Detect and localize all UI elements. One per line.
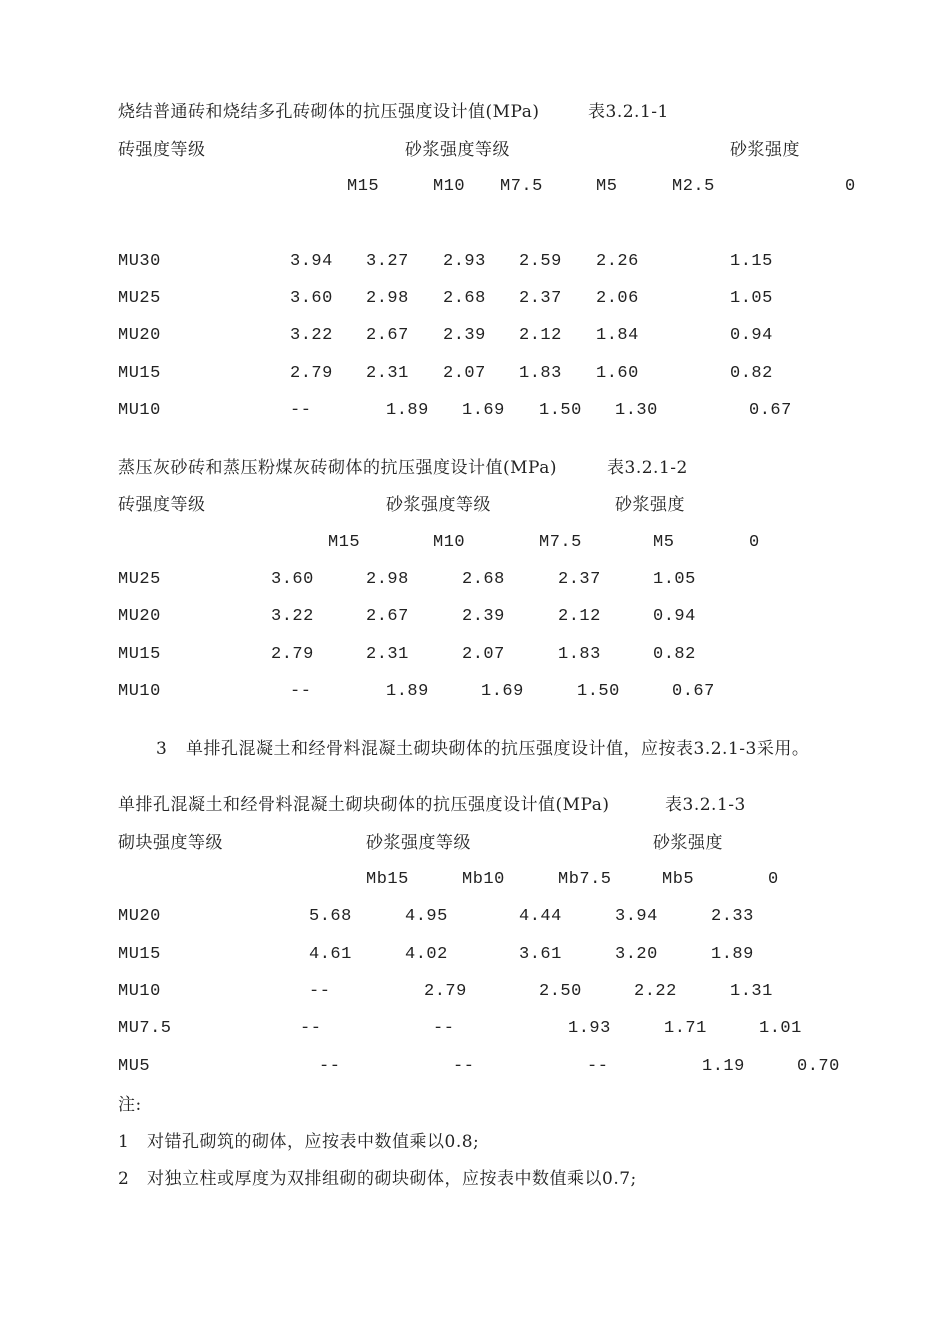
paragraph-number: 3 [156,739,168,759]
note-number: 2 [118,1169,130,1189]
table3-cell: 4.02 [405,945,448,964]
table2-mortar-grade: M15 [328,533,361,552]
table1-row-grade: MU10 [118,401,161,420]
table3-row-grade: MU20 [118,907,161,926]
table3-cell: -- [587,1057,609,1076]
table2-cell: 1.05 [653,570,696,589]
table1-number: 表3.2.1-1 [588,102,669,122]
table3-cell: -- [300,1019,322,1038]
table2-mortar-grade: M10 [433,533,466,552]
table2-cell: 0.82 [653,645,696,664]
table1-row-grade: MU30 [118,252,161,271]
table3-cell: 1.93 [568,1019,611,1038]
table2-cell: 2.68 [462,570,505,589]
note-number: 1 [118,1132,130,1152]
table1-cell: 2.67 [366,326,409,345]
table2-cell: 2.07 [462,645,505,664]
table3-cell: 1.01 [759,1019,802,1038]
table2-cell: 1.50 [577,682,620,701]
table3-cell: 0.70 [797,1057,840,1076]
table1-cell: 2.39 [443,326,486,345]
table2-cell: 0.94 [653,607,696,626]
table1-row-grade: MU25 [118,289,161,308]
table2-cell: 2.79 [271,645,314,664]
table1-cell: 1.69 [462,401,505,420]
table3-mortar-grade: Mb5 [662,870,695,889]
table2-cell: 1.83 [558,645,601,664]
table3-row-grade: MU10 [118,982,161,1001]
table1-cell: 2.31 [366,364,409,383]
table1-cell: 2.59 [519,252,562,271]
table2-row-grade: MU10 [118,682,161,701]
note-text: 对错孔砌筑的砌体，应按表中数值乘以0.8; [147,1132,480,1152]
table1-mortar-grade: M2.5 [672,177,715,196]
table1-cell: 3.94 [290,252,333,271]
table1-cell: 2.06 [596,289,639,308]
table3-row-grade: MU7.5 [118,1019,172,1038]
table2-cell: 1.89 [386,682,429,701]
table2-title: 蒸压灰砂砖和蒸压粉煤灰砖砌体的抗压强度设计值(MPa) [118,458,557,478]
table1-cell: -- [290,401,312,420]
table2-cell: 1.69 [481,682,524,701]
table2-mortar-grade: M7.5 [539,533,582,552]
table3-number: 表3.2.1-3 [665,795,746,815]
table3-cell: 3.94 [615,907,658,926]
table1-cell: 0.67 [749,401,792,420]
table2-row-grade: MU20 [118,607,161,626]
table1-cell: 2.93 [443,252,486,271]
table1-cell: 2.98 [366,289,409,308]
table1-row-grade: MU20 [118,326,161,345]
table3-cell: -- [319,1057,341,1076]
table3-cell: 2.33 [711,907,754,926]
table3-title: 单排孔混凝土和经骨料混凝土砌块砌体的抗压强度设计值(MPa) [118,795,610,815]
table2-header-brick: 砖强度等级 [118,495,206,515]
table1-cell: 1.89 [386,401,429,420]
table1-mortar-grade: M10 [433,177,466,196]
note-text: 对独立柱或厚度为双排组砌的砌块砌体，应按表中数值乘以0.7; [147,1169,637,1189]
table1-cell: 3.22 [290,326,333,345]
table3-cell: 5.68 [309,907,352,926]
table3-cell: 2.79 [424,982,467,1001]
table3-mortar-grade: Mb7.5 [558,870,612,889]
table1-header-brick: 砖强度等级 [118,140,206,160]
table3-cell: -- [453,1057,475,1076]
table2-cell: -- [290,682,312,701]
table2-header-mortar-strength: 砂浆强度 [615,495,685,515]
table1-mortar-grade: M5 [596,177,618,196]
table2-cell: 2.39 [462,607,505,626]
table1-cell: 2.68 [443,289,486,308]
table2-cell: 3.22 [271,607,314,626]
table3-cell: 4.44 [519,907,562,926]
table2-cell: 0.67 [672,682,715,701]
table1-cell: 1.05 [730,289,773,308]
table2-cell: 2.98 [366,570,409,589]
table3-cell: 1.71 [664,1019,707,1038]
table1-cell: 2.07 [443,364,486,383]
table3-row-grade: MU15 [118,945,161,964]
table1-cell: 2.12 [519,326,562,345]
table1-cell: 2.26 [596,252,639,271]
table3-header-mortar-strength: 砂浆强度 [653,833,723,853]
table3-cell: 2.50 [539,982,582,1001]
table2-number: 表3.2.1-2 [607,458,688,478]
table1-cell: 3.60 [290,289,333,308]
table2-row-grade: MU25 [118,570,161,589]
table2-cell: 3.60 [271,570,314,589]
table3-cell: 1.31 [730,982,773,1001]
table3-cell: -- [309,982,331,1001]
table2-row-grade: MU15 [118,645,161,664]
table3-cell: -- [433,1019,455,1038]
table1-cell: 1.30 [615,401,658,420]
table1-title: 烧结普通砖和烧结多孔砖砌体的抗压强度设计值(MPa) [118,102,540,122]
table1-cell: 0.94 [730,326,773,345]
table3-cell: 4.95 [405,907,448,926]
table3-cell: 3.61 [519,945,562,964]
table1-cell: 1.15 [730,252,773,271]
table2-cell: 2.12 [558,607,601,626]
table1-header-mortar-grade: 砂浆强度等级 [405,140,510,160]
table1-cell: 1.83 [519,364,562,383]
table1-row-grade: MU15 [118,364,161,383]
table1-mortar-grade: M15 [347,177,380,196]
table1-mortar-grade: 0 [845,177,856,196]
table3-header-mortar-grade: 砂浆强度等级 [366,833,471,853]
table3-cell: 1.19 [702,1057,745,1076]
table2-cell: 2.31 [366,645,409,664]
table1-header-mortar-strength: 砂浆强度 [730,140,800,160]
table3-header-block: 砌块强度等级 [118,833,223,853]
notes-label: 注: [118,1095,142,1115]
table2-cell: 2.67 [366,607,409,626]
table1-cell: 3.27 [366,252,409,271]
table2-mortar-grade: 0 [749,533,760,552]
table3-mortar-grade: Mb10 [462,870,505,889]
table1-cell: 2.79 [290,364,333,383]
table1-cell: 1.50 [539,401,582,420]
table1-mortar-grade: M7.5 [500,177,543,196]
table2-mortar-grade: M5 [653,533,675,552]
table3-cell: 1.89 [711,945,754,964]
table3-mortar-grade: 0 [768,870,779,889]
table3-cell: 4.61 [309,945,352,964]
table1-cell: 1.84 [596,326,639,345]
table3-cell: 3.20 [615,945,658,964]
table3-row-grade: MU5 [118,1057,151,1076]
table3-mortar-grade: Mb15 [366,870,409,889]
table1-cell: 0.82 [730,364,773,383]
table1-cell: 1.60 [596,364,639,383]
paragraph-text: 单排孔混凝土和经骨料混凝土砌块砌体的抗压强度设计值，应按表3.2.1-3采用。 [186,739,810,759]
table2-header-mortar-grade: 砂浆强度等级 [386,495,491,515]
table1-cell: 2.37 [519,289,562,308]
table2-cell: 2.37 [558,570,601,589]
table3-cell: 2.22 [634,982,677,1001]
